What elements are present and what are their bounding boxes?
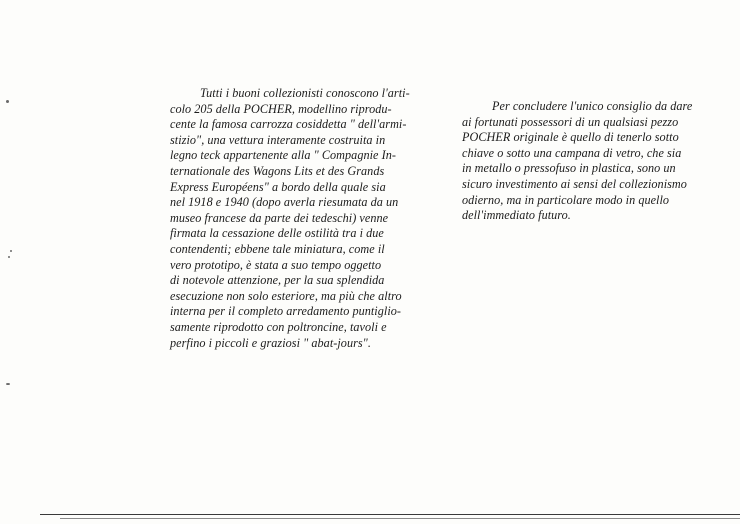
scan-speck <box>8 256 10 258</box>
scan-speck <box>6 100 9 103</box>
paragraph-line: Per concludere l'unico consiglio da dare <box>492 99 693 113</box>
left-text-column <box>170 86 410 351</box>
paragraph-line: stizio", una vettura interamente costruita in <box>170 132 386 147</box>
paragraph-line: odierno, ma in particolare modo in quello <box>462 192 670 207</box>
right-text-column <box>462 99 692 224</box>
paragraph-line: firmata la cessazione delle ostilità tra i due <box>170 226 384 241</box>
paragraph-line: interna per il completo arredamento puntiglio- <box>170 304 402 319</box>
paragraph-line: Express Européens" a bordo della quale sia <box>170 179 386 194</box>
paragraph-line: nel 1918 e 1940 (dopo averla riesumata da un <box>170 195 399 210</box>
page-edge-line <box>60 518 740 519</box>
paragraph-line: legno teck appartenente alla " Compagnie In- <box>170 148 396 163</box>
paragraph-line: chiave o sotto una campana di vetro, che sia <box>462 145 682 160</box>
scan-speck <box>10 250 12 252</box>
paragraph-line: Tutti i buoni collezionisti conoscono l'arti- <box>200 86 410 100</box>
paragraph-line: contendenti; ebbene tale miniatura, come il <box>170 241 385 256</box>
paragraph-line: samente riprodotto con poltroncine, tavoli e <box>170 319 387 334</box>
paragraph-line: museo francese da parte dei tedeschi) venne <box>170 210 389 225</box>
paragraph-line: esecuzione non solo esteriore, ma più che altro <box>170 288 402 303</box>
paragraph-line: colo 205 della POCHER, modellino riprodu- <box>170 101 392 116</box>
paragraph-line: ai fortunati possessori di un qualsiasi pezzo <box>462 114 679 129</box>
paragraph-line: ternationale des Wagons Lits et des Grands <box>170 163 385 178</box>
paragraph-line: POCHER originale è quello di tenerlo sotto <box>462 130 679 145</box>
page-edge-line <box>40 514 740 515</box>
paragraph-line: perfino i piccoli e graziosi " abat-jours". <box>170 335 371 350</box>
paragraph-line: sicuro investimento ai sensi del collezionismo <box>462 176 687 191</box>
scan-speck <box>6 383 10 385</box>
paragraph-line: dell'immediato futuro. <box>462 208 571 223</box>
paragraph-line: vero prototipo, è stata a suo tempo oggetto <box>170 257 382 272</box>
paragraph-line: di notevole attenzione, per la sua splendida <box>170 273 385 288</box>
paragraph-line: in metallo o pressofuso in plastica, sono un <box>462 161 676 176</box>
paragraph-line: cente la famosa carrozza cosiddetta " dell'armi- <box>170 117 407 132</box>
